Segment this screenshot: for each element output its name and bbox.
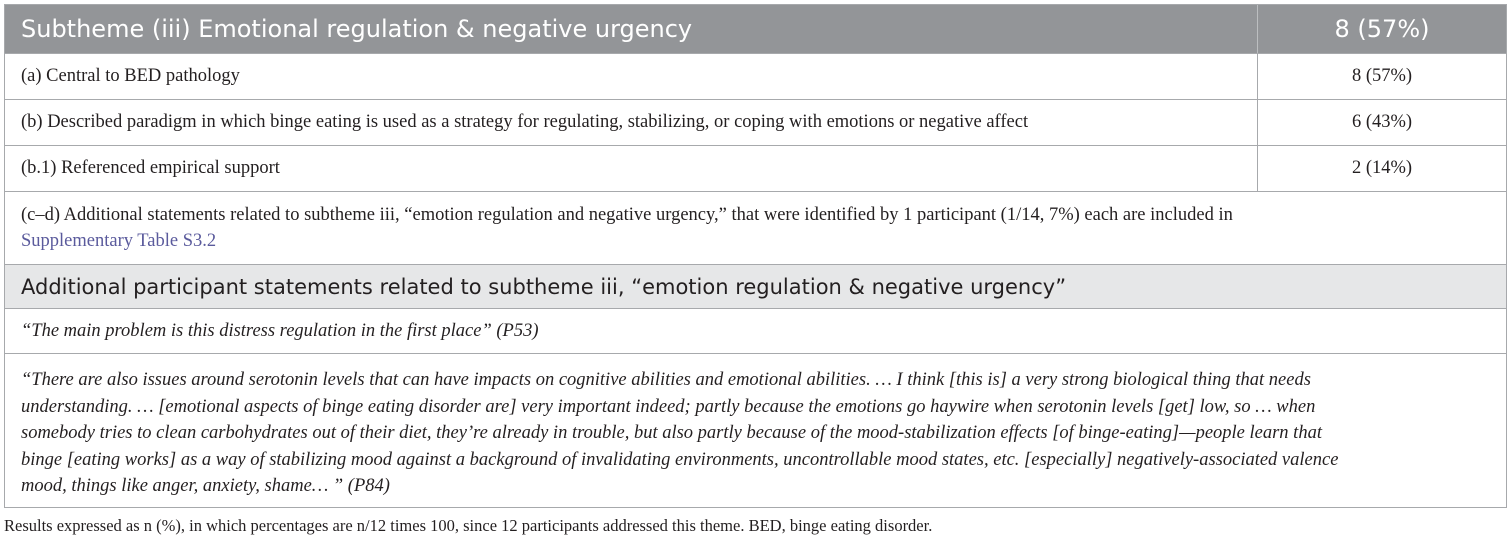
subtheme-count: 8 (57%) [1334,15,1430,43]
subtheme-title: Subtheme (iii) Emotional regulation & negative urgency [5,5,1258,53]
quote-line: binge [eating works] as a way of stabilizing mood against a background of invalidating environments, uncontrollable mood states, etc. [especially] negatively-associated valence [21,449,1339,470]
quote-line: somebody tries to clean carbohydrates out of their diet, they’re already in trouble, but also partly because of the mood-stabilization effects [of binge-eating]—people learn that [21,423,1322,443]
quote-row [5,354,1506,507]
table-row [5,146,1506,192]
quote-line: understanding. … [emotional aspects of binge eating disorder are] very important indeed; partly because the emotions go haywire when serotonin levels [get] low, so … when [21,396,1316,417]
row-label: (b) Described paradigm in which binge eating is used as a strategy for regulating, stabilizing, or coping with emotions or negative affect [5,100,1258,145]
row-label: (b.1) Referenced empirical support [5,146,1258,191]
statements-heading: Additional participant statements related to subtheme iii, “emotion regulation & negative urgency” [5,265,1506,309]
quote-line: mood, things like anger, anxiety, shame… ” (P84) [21,476,390,496]
row-value: 2 (14%) [1351,158,1413,178]
quote-line: “There are also issues around serotonin levels that can have impacts on cognitive abilities and emotional abilities. … I think [this is] a very strong biological thing that needs [21,370,1311,390]
supplementary-table-link[interactable]: Supplementary Table S3.2 [21,231,217,251]
table-row [5,100,1506,146]
results-table [4,4,1507,508]
participant-quote: “The main problem is this distress regulation in the first place” (P53) [21,320,539,341]
note-row [5,192,1506,265]
table-row [5,54,1506,100]
note-text: (c–d) Additional statements related to subtheme iii, “emotion regulation and negative urgency,” that were identified by 1 participant (1/14, 7%) each are included in [21,205,1233,225]
row-value: 6 (43%) [1351,112,1413,132]
quote-row [5,309,1506,354]
table-footnote: Results expressed as n (%), in which percentages are n/12 times 100, since 12 participants addressed this theme. BED, binge eating disorder. [4,516,933,535]
table-header-row [5,5,1506,54]
row-label: (a) Central to BED pathology [5,54,1258,99]
participant-quote-long [21,367,1338,507]
row-value: 8 (57%) [1351,66,1413,86]
